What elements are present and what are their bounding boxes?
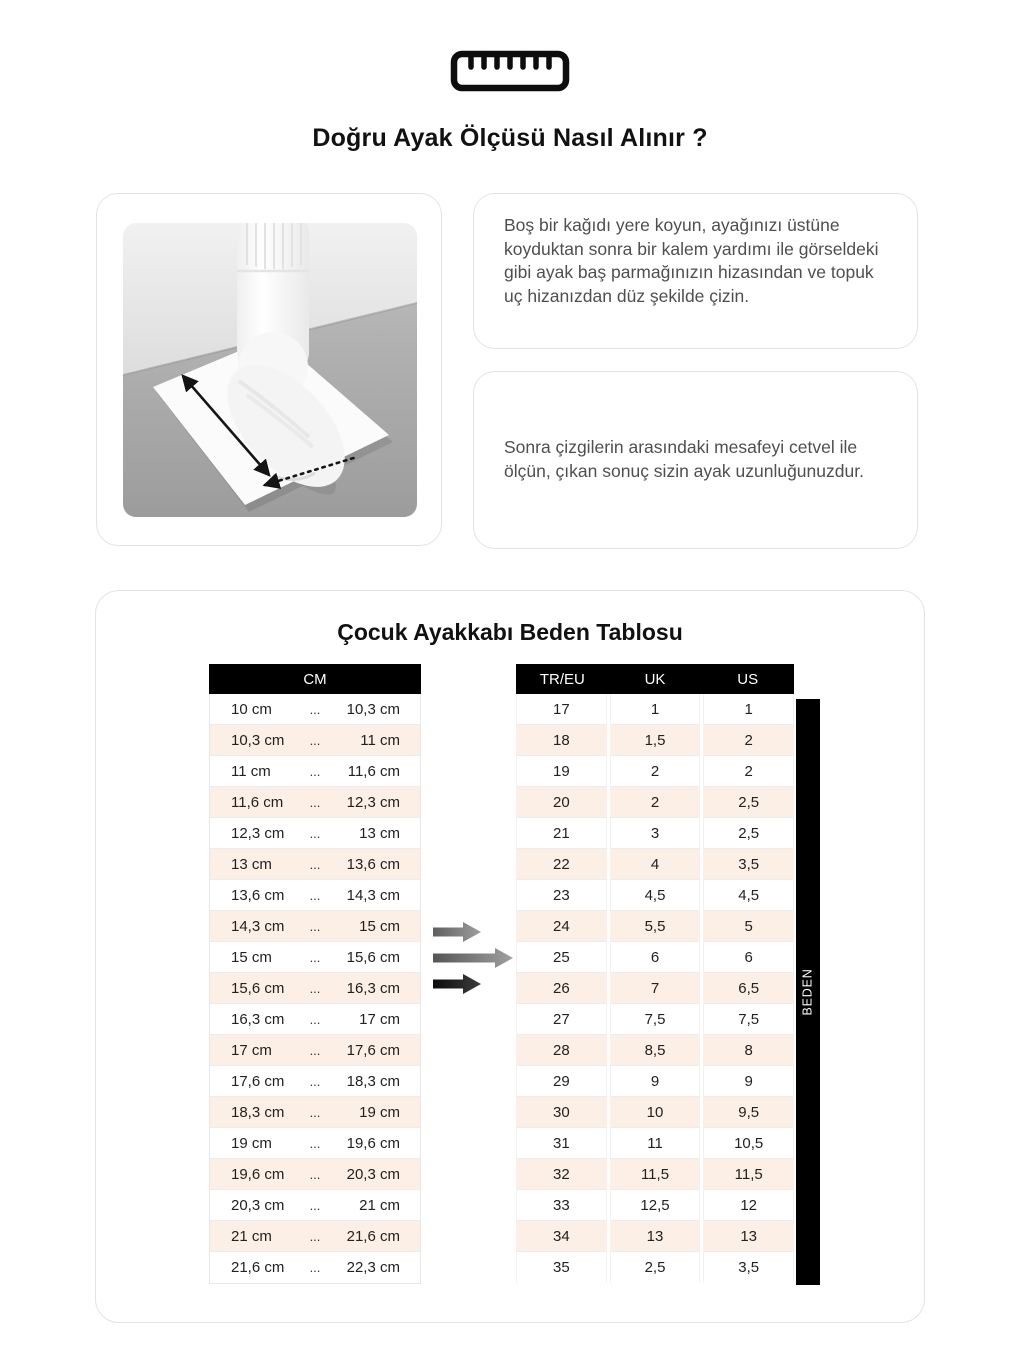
- cm-range-from: 13 cm: [231, 855, 272, 873]
- size-table-row: [516, 849, 794, 880]
- cm-range-dots: ...: [309, 701, 321, 717]
- cm-range-from: 11 cm: [231, 762, 271, 780]
- size-cell: 2: [610, 756, 701, 787]
- size-table-row: [516, 1252, 794, 1283]
- size-cell: 28: [516, 1035, 607, 1066]
- page-title: Doğru Ayak Ölçüsü Nasıl Alınır ?: [312, 124, 708, 152]
- transfer-arrows-icon: [429, 916, 519, 1001]
- cm-range-to: 18,3 cm: [346, 1072, 400, 1090]
- cm-range-from: 15 cm: [231, 948, 272, 966]
- size-table-row: [516, 725, 794, 756]
- size-cell: 1: [610, 694, 701, 725]
- size-cell: 13: [703, 1221, 794, 1252]
- size-table-row: [516, 1128, 794, 1159]
- cm-range-dots: ...: [309, 1135, 321, 1151]
- size-cell: 31: [516, 1128, 607, 1159]
- size-cell: 4,5: [610, 880, 701, 911]
- cm-range-to: 13 cm: [359, 824, 400, 842]
- cm-range-dots: ...: [309, 1011, 321, 1027]
- size-cell: 6,5: [703, 973, 794, 1004]
- instruction-card-1: [473, 193, 918, 349]
- cm-range-to: 20,3 cm: [346, 1165, 400, 1183]
- cm-range-from: 21 cm: [231, 1227, 272, 1245]
- size-table-row: [516, 1221, 794, 1252]
- size-table-row: [516, 880, 794, 911]
- beden-bar: [796, 699, 820, 1285]
- size-cell: 4: [610, 849, 701, 880]
- cm-range-dots: ...: [309, 856, 321, 872]
- size-cell: 25: [516, 942, 607, 973]
- cm-range-from: 20,3 cm: [231, 1196, 285, 1214]
- beden-label: BEDEN: [801, 968, 816, 1016]
- cm-range-to: 21 cm: [359, 1196, 400, 1214]
- size-table-header: [516, 664, 794, 694]
- cm-range-to: 19 cm: [359, 1103, 400, 1121]
- size-table-row: [516, 1066, 794, 1097]
- size-cell: 3: [610, 818, 701, 849]
- size-cell: 11,5: [703, 1159, 794, 1190]
- cm-table-row: [210, 1128, 420, 1159]
- cm-table-row: [210, 1159, 420, 1190]
- cm-range-to: 17 cm: [359, 1010, 400, 1028]
- size-cell: 12,5: [610, 1190, 701, 1221]
- size-cell: 19: [516, 756, 607, 787]
- cm-table-header: [209, 664, 421, 694]
- cm-table-row: [210, 1221, 420, 1252]
- cm-table-row: [210, 1252, 420, 1283]
- cm-range-from: 21,6 cm: [231, 1259, 285, 1276]
- cm-range-from: 13,6 cm: [231, 886, 285, 904]
- cm-range-from: 12,3 cm: [231, 824, 285, 842]
- instruction-card-2: [473, 371, 918, 549]
- size-cell: 29: [516, 1066, 607, 1097]
- foot-measure-photo: [123, 223, 417, 517]
- cm-range-to: 15,6 cm: [346, 948, 400, 966]
- size-table-row: [516, 1190, 794, 1221]
- size-cell: 18: [516, 725, 607, 756]
- cm-range-dots: ...: [309, 949, 321, 965]
- cm-range-from: 18,3 cm: [231, 1103, 285, 1121]
- size-cell: 2: [610, 787, 701, 818]
- size-cell: 20: [516, 787, 607, 818]
- header-us: US: [737, 670, 759, 688]
- size-cell: 3,5: [703, 849, 794, 880]
- cm-range-from: 14,3 cm: [231, 917, 285, 935]
- cm-table-row: [210, 725, 420, 756]
- size-table-title: Çocuk Ayakkabı Beden Tablosu: [337, 619, 683, 645]
- size-cell: 12: [703, 1190, 794, 1221]
- cm-range-to: 13,6 cm: [346, 855, 400, 873]
- size-cell: 2,5: [610, 1252, 701, 1283]
- cm-table-row: [210, 756, 420, 787]
- size-cell: 30: [516, 1097, 607, 1128]
- size-cell: 7,5: [610, 1004, 701, 1035]
- cm-range-to: 11 cm: [360, 731, 400, 749]
- size-table-row: [516, 1035, 794, 1066]
- size-cell: 13: [610, 1221, 701, 1252]
- cm-range-to: 22,3 cm: [346, 1259, 400, 1276]
- cm-table-row: [210, 973, 420, 1004]
- cm-table-row: [210, 1066, 420, 1097]
- size-cell: 17: [516, 694, 607, 725]
- size-cell: 9: [703, 1066, 794, 1097]
- cm-table-row: [210, 787, 420, 818]
- cm-range-dots: ...: [309, 825, 321, 841]
- cm-range-from: 17,6 cm: [231, 1072, 285, 1090]
- cm-range-dots: ...: [309, 763, 321, 779]
- size-table-row: [516, 756, 794, 787]
- size-cell: 3,5: [703, 1252, 794, 1283]
- cm-table-row: [210, 880, 420, 911]
- cm-range-dots: ...: [309, 887, 321, 903]
- cm-range-dots: ...: [309, 1197, 321, 1213]
- size-cell: 8: [703, 1035, 794, 1066]
- header-uk: UK: [644, 670, 666, 688]
- size-cell: 11: [610, 1128, 701, 1159]
- size-cell: 2: [703, 725, 794, 756]
- size-table-row: [516, 818, 794, 849]
- cm-range-to: 12,3 cm: [346, 793, 400, 811]
- size-table-row: [516, 1004, 794, 1035]
- size-cell: 9,5: [703, 1097, 794, 1128]
- size-cell: 2: [703, 756, 794, 787]
- size-cell: 5: [703, 911, 794, 942]
- cm-range-from: 19 cm: [231, 1134, 272, 1152]
- cm-range-from: 16,3 cm: [231, 1010, 285, 1028]
- size-cell: 32: [516, 1159, 607, 1190]
- cm-range-dots: ...: [309, 918, 321, 934]
- cm-range-dots: ...: [309, 1073, 321, 1089]
- cm-range-to: 16,3 cm: [346, 979, 400, 997]
- size-cell: 2,5: [703, 787, 794, 818]
- size-cell: 27: [516, 1004, 607, 1035]
- size-cell: 26: [516, 973, 607, 1004]
- size-cell: 9: [610, 1066, 701, 1097]
- size-cell: 2,5: [703, 818, 794, 849]
- cm-table-row: [210, 942, 420, 973]
- size-table-card: [95, 590, 925, 1323]
- cm-table-row: [210, 911, 420, 942]
- size-cell: 6: [610, 942, 701, 973]
- size-cell: 24: [516, 911, 607, 942]
- cm-header-label: CM: [303, 670, 327, 688]
- header-tr-eu: TR/EU: [539, 670, 585, 688]
- cm-range-from: 17 cm: [231, 1041, 272, 1059]
- cm-range-dots: ...: [309, 980, 321, 996]
- cm-range-from: 11,6 cm: [231, 793, 284, 811]
- cm-range-dots: ...: [309, 1104, 321, 1120]
- cm-table-row: [210, 849, 420, 880]
- size-cell: 21: [516, 818, 607, 849]
- cm-range-to: 10,3 cm: [346, 700, 400, 718]
- size-cell: 10: [610, 1097, 701, 1128]
- cm-range-to: 21,6 cm: [346, 1227, 400, 1245]
- cm-range-to: 11,6 cm: [347, 762, 400, 780]
- cm-range-to: 14,3 cm: [346, 886, 400, 904]
- size-cell: 8,5: [610, 1035, 701, 1066]
- cm-table-row: [210, 1097, 420, 1128]
- cm-range-dots: ...: [309, 1166, 321, 1182]
- size-cell: 1,5: [610, 725, 701, 756]
- cm-table-row: [210, 694, 420, 725]
- photo-card: [96, 193, 442, 546]
- cm-range-from: 10 cm: [231, 700, 272, 718]
- size-cell: 5,5: [610, 911, 701, 942]
- cm-table-row: [210, 1190, 420, 1221]
- size-table-row: [516, 694, 794, 725]
- size-cell: 6: [703, 942, 794, 973]
- cm-table-body: [209, 694, 421, 1284]
- cm-range-from: 19,6 cm: [231, 1165, 285, 1183]
- size-cell: 23: [516, 880, 607, 911]
- cm-table-row: [210, 818, 420, 849]
- size-cell: 11,5: [610, 1159, 701, 1190]
- cm-range-dots: ...: [309, 794, 321, 810]
- size-table-row: [516, 1159, 794, 1190]
- size-cell: 33: [516, 1190, 607, 1221]
- size-cell: 4,5: [703, 880, 794, 911]
- cm-range-dots: ...: [309, 1228, 321, 1244]
- size-table-row: [516, 911, 794, 942]
- size-table-row: [516, 1097, 794, 1128]
- cm-range-dots: ...: [309, 1260, 321, 1275]
- cm-range-to: 15 cm: [359, 917, 400, 935]
- size-cell: 7: [610, 973, 701, 1004]
- size-cell: 1: [703, 694, 794, 725]
- ruler-icon: [0, 50, 1020, 92]
- size-table-body: [516, 694, 794, 1283]
- cm-range-from: 10,3 cm: [231, 731, 285, 749]
- size-table-row: [516, 942, 794, 973]
- size-table-row: [516, 787, 794, 818]
- instruction-text-1: Boş bir kağıdı yere koyun, ayağınızı üstüne koyduktan sonra bir kalem yardımı ile görseldeki gibi ayak baş parmağınızın hizasından ve topuk uç hizanızdan düz şekilde çizin.: [504, 215, 879, 306]
- size-cell: 34: [516, 1221, 607, 1252]
- size-cell: 7,5: [703, 1004, 794, 1035]
- size-cell: 35: [516, 1252, 607, 1283]
- cm-range-from: 15,6 cm: [231, 979, 285, 997]
- size-table-row: [516, 973, 794, 1004]
- cm-table-row: [210, 1035, 420, 1066]
- cm-table-row: [210, 1004, 420, 1035]
- cm-range-dots: ...: [309, 732, 321, 748]
- cm-range-dots: ...: [309, 1042, 321, 1058]
- cm-range-to: 17,6 cm: [346, 1041, 400, 1059]
- size-cell: 22: [516, 849, 607, 880]
- cm-range-to: 19,6 cm: [346, 1134, 400, 1152]
- instruction-text-2: Sonra çizgilerin arasındaki mesafeyi cetvel ile ölçün, çıkan sonuç sizin ayak uzunluğunuzdur.: [504, 437, 864, 481]
- size-cell: 10,5: [703, 1128, 794, 1159]
